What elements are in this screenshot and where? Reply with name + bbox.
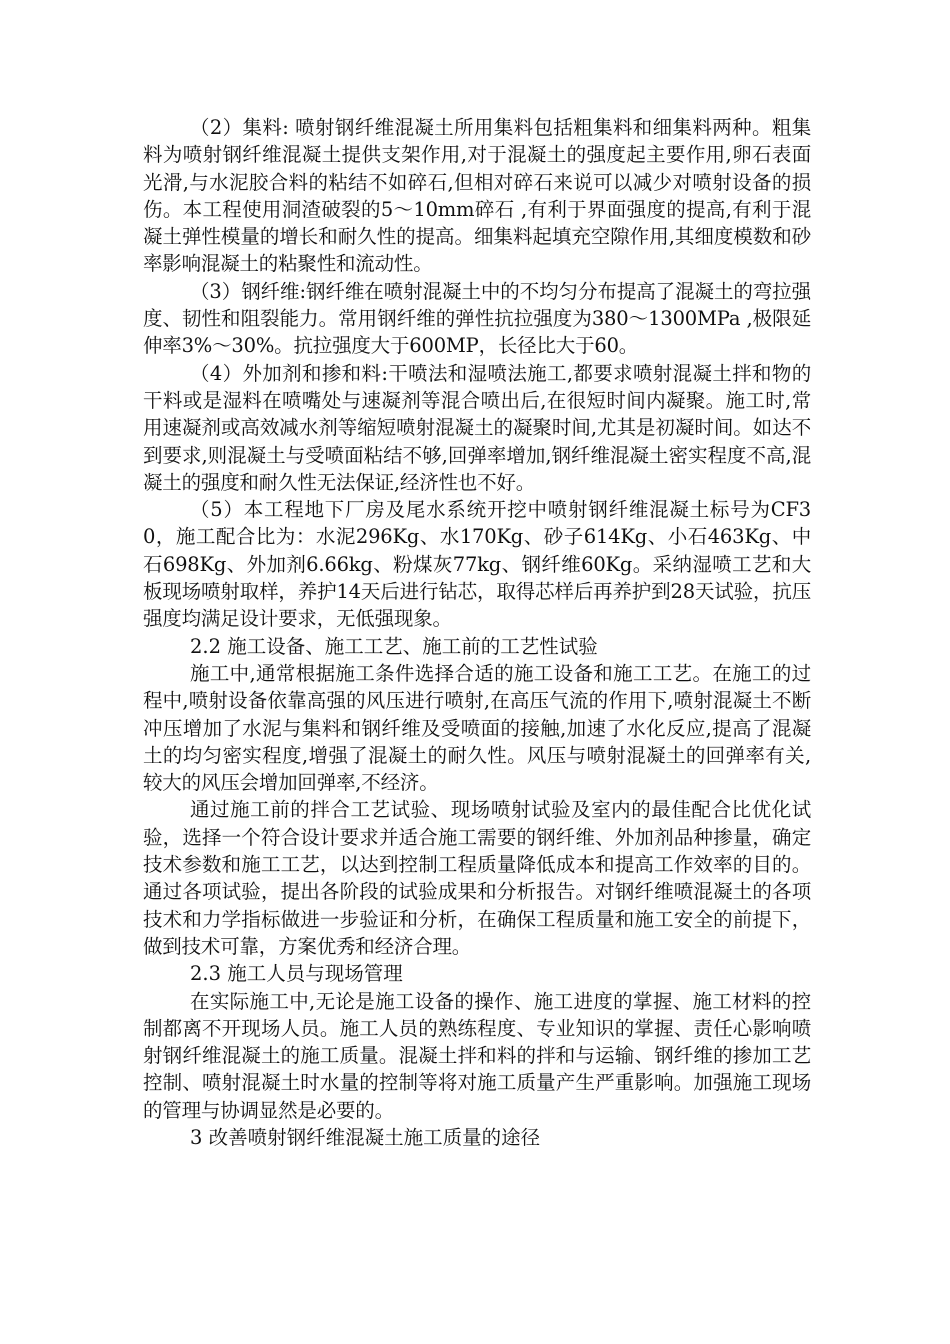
paragraph-mix-ratio: （5）本工程地下厂房及尾水系统开挖中喷射钢纤维混凝土标号为CF30，施工配合比为：水泥296Kg、水170Kg、砂子614Kg、小石463Kg、中石698Kg、外加剂6.66kg、粉煤灰77kg、钢纤维60Kg。采纳湿喷工艺和大板现场喷射取样，养护14天后进行钻芯，取得芯样后再养护到28天试验，抗压强度均满足设计要求，无低强现象。 [143,498,811,631]
section-heading-2-3: 2.3 施工人员与现场管理 [190,962,403,986]
section-heading-3: 3 改善喷射钢纤维混凝土施工质量的途径 [190,1125,541,1149]
document-page [143,114,811,1151]
paragraph-trial-tests: 通过施工前的拌合工艺试验、现场喷射试验及室内的最佳配合比优化试验，选择一个符合设计要求并适合施工需要的钢纤维、外加剂品种掺量，确定技术参数和施工工艺，以达到控制工程质量降低成本和提高工作效率的目的。通过各项试验，提出各阶段的试验成果和分析报告。对钢纤维喷混凝土的各项技术和力学指标做进一步验证和分析，在确保工程质量和施工安全的前提下，做到技术可靠，方案优秀和经济合理。 [143,798,811,958]
section-heading-2-2: 2.2 施工设备、施工工艺、施工前的工艺性试验 [190,634,598,658]
paragraph-admixture: （4）外加剂和掺和料:干喷法和湿喷法施工,都要求喷射混凝土拌和物的干料或是湿料在喷嘴处与速凝剂等混合喷出后,在很短时间内凝聚。施工时,常用速凝剂或高效减水剂等缩短喷射混凝土的凝聚时间,尤其是初凝时间。如达不到要求,则混凝土与受喷面粘结不够,回弹率增加,钢纤维混凝土密实程度不高,混凝土的强度和耐久性无法保证,经济性也不好。 [143,361,811,494]
paragraph-aggregate: （2）集料: 喷射钢纤维混凝土所用集料包括粗集料和细集料两种。粗集料为喷射钢纤维混凝土提供支架作用,对于混凝土的强度起主要作用,卵石表面光滑,与水泥胶合料的粘结不如碎石,但相对碎石来说可以减少对喷射设备的损伤。本工程使用洞渣破裂的5～10mm碎石 ,有利于界面强度的提高,有利于混凝土弹性模量的增长和耐久性的提高。细集料起填充空隙作用,其细度模数和砂率影响混凝土的粘聚性和流动性。 [143,116,811,276]
paragraph-equipment: 施工中,通常根据施工条件选择合适的施工设备和施工工艺。在施工的过程中,喷射设备依靠高强的风压进行喷射,在高压气流的作用下,喷射混凝土不断冲压增加了水泥与集料和钢纤维及受喷面的接触,加速了水化反应,提高了混凝土的均匀密实程度,增强了混凝土的耐久性。风压与喷射混凝土的回弹率有关,较大的风压会增加回弹率,不经济。 [143,661,811,795]
paragraph-steel-fiber: （3）钢纤维:钢纤维在喷射混凝土中的不均匀分布提高了混凝土的弯拉强度、韧性和阻裂能力。常用钢纤维的弹性抗拉强度为380～1300MPa ,极限延伸率3%～30%。抗拉强度大于600MP，长径比大于60。 [143,279,811,358]
paragraph-personnel: 在实际施工中,无论是施工设备的操作、施工进度的掌握、施工材料的控制都离不开现场人员。施工人员的熟练程度、专业知识的掌握、责任心影响喷射钢纤维混凝土的施工质量。混凝土拌和料的拌和与运输、钢纤维的掺加工艺控制、喷射混凝土时水量的控制等将对施工质量产生严重影响。加强施工现场的管理与协调显然是必要的。 [143,989,811,1122]
